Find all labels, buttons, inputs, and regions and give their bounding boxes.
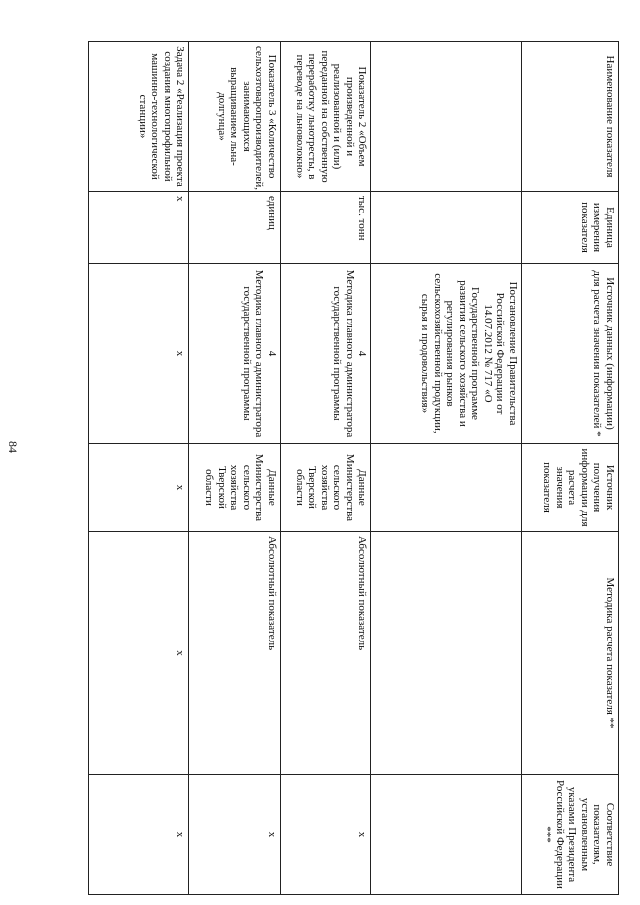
data-source-number: 4 — [265, 350, 278, 357]
cell-unit: тыс. тонн — [280, 192, 370, 264]
cell-unit — [371, 192, 522, 264]
data-source-number: 4 — [356, 350, 369, 357]
cell-indicator-name: Задача 2 «Реализация проекта создания многопрофильной машинно-технологической станции» — [89, 42, 189, 192]
table-row — [89, 42, 189, 895]
cell-unit: единиц — [189, 192, 280, 264]
cell-method: Абсолютный показатель — [189, 532, 280, 775]
indicator-table — [88, 41, 619, 895]
cell-method: Абсолютный показатель — [280, 532, 370, 775]
cell-indicator-name: Показатель 3 «Количество сельхозтоваропроизводителей, занимающихся выращиванием льна-долгунца» — [189, 42, 280, 192]
table-row — [280, 42, 370, 895]
cell-data-source — [189, 264, 280, 444]
page-number: 84 — [6, 441, 20, 453]
header-data-source: Источник данных (информации) для расчета значения показателей * — [521, 264, 618, 444]
header-indicator-name: Наименование показателя — [521, 42, 618, 192]
cell-compliance — [371, 775, 522, 895]
table-row — [189, 42, 280, 895]
table-row — [371, 42, 522, 895]
cell-data-source: х — [89, 264, 189, 444]
cell-compliance: х — [89, 775, 189, 895]
indicator-table-sheet — [88, 41, 619, 894]
cell-info-source — [371, 444, 522, 532]
cell-info-source: х — [89, 444, 189, 532]
cell-indicator-name — [371, 42, 522, 192]
cell-indicator-name: Показатель 2 «Объем произведенной и реализованной и (или) переданной на собственную переработку льнотресты, в переводе на льноволокно» — [280, 42, 370, 192]
cell-data-source — [280, 264, 370, 444]
table-header-row — [521, 42, 618, 895]
cell-compliance: х — [280, 775, 370, 895]
data-source-text: Методика главного администратора государственной программы — [240, 269, 266, 438]
cell-info-source: Данные Министерства сельского хозяйства Тверской области — [189, 444, 280, 532]
header-method: Методика расчета показателя ** — [521, 532, 618, 775]
cell-data-source: Постановление Правительства Российской Федерации от 14.07.2012 № 717 «О Государственной программе развития сельского хозяйства и регулирования рынков сельскохозяйственной продукции, сырья и продовольствия» — [371, 264, 522, 444]
data-source-text: Методика главного администратора государственной программы — [331, 269, 356, 438]
cell-method: х — [89, 532, 189, 775]
cell-method — [371, 532, 522, 775]
cell-compliance: х — [189, 775, 280, 895]
header-info-source: Источник получения информации для расчета значения показателя — [521, 444, 618, 532]
cell-unit: х — [89, 192, 189, 264]
cell-info-source: Данные Министерства сельского хозяйства Тверской области — [280, 444, 370, 532]
header-unit: Единица измерения показателя — [521, 192, 618, 264]
header-compliance: Соответствие показателям, установленным указами Президента Российской Федерации *** — [521, 775, 618, 895]
